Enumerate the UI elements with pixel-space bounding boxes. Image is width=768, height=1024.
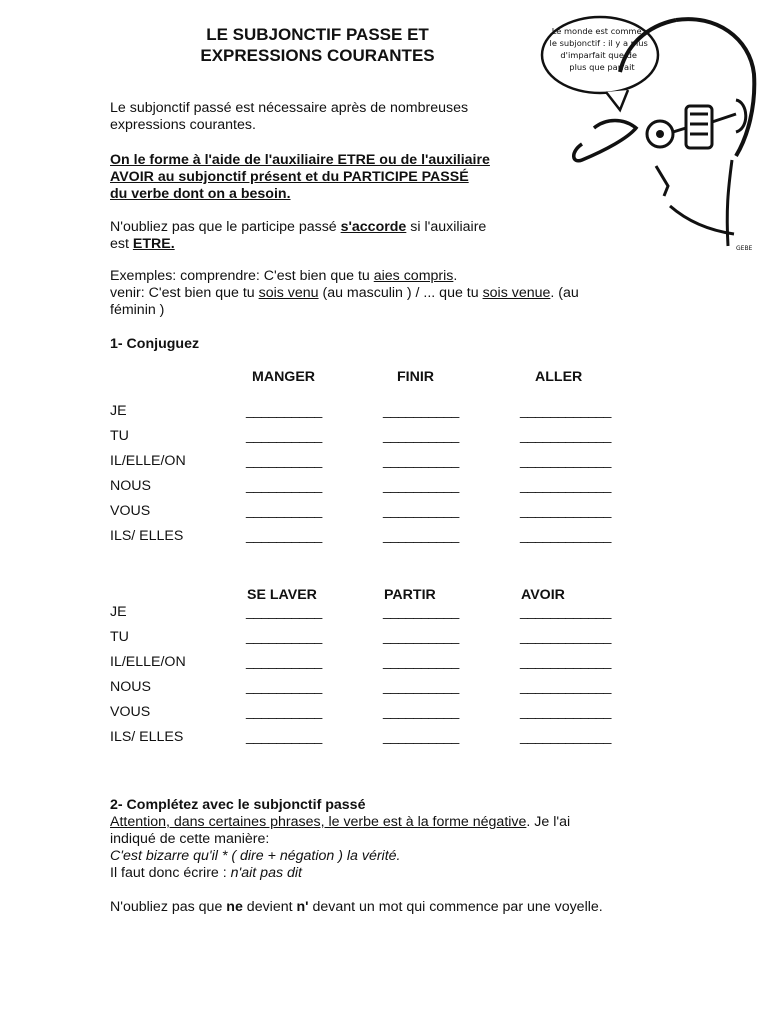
professor-cartoon-drawing (536, 10, 758, 256)
answer-blank[interactable]: __________ (246, 654, 322, 670)
verb-header-partir: PARTIR (384, 587, 436, 603)
answer-blank[interactable]: ____________ (520, 629, 612, 645)
intro-paragraph (110, 100, 468, 134)
agreement-text-end: si l'auxiliaire (406, 219, 487, 235)
answer-blank[interactable]: __________ (246, 729, 322, 745)
answer-blank[interactable]: __________ (383, 428, 459, 444)
cartoon-signature: GEBE (736, 245, 753, 252)
answer-blank[interactable]: __________ (383, 704, 459, 720)
example-1-form: aies compris (373, 268, 454, 284)
example-line-2 (110, 285, 579, 302)
answer-blank[interactable]: __________ (246, 679, 322, 695)
intro-line-2: expressions courantes. (110, 117, 256, 133)
exercise-2-note-line-2: indiqué de cette manière: (110, 831, 270, 847)
answer-blank[interactable]: __________ (246, 428, 322, 444)
pronoun-ils-elles: ILS/ ELLES (110, 729, 184, 745)
answer-blank[interactable]: __________ (383, 654, 459, 670)
pronoun-vous: VOUS (110, 704, 151, 720)
elision-text: N'oubliez pas que (110, 899, 227, 915)
pronoun-il-elle-on: IL/ELLE/ON (110, 453, 186, 469)
verb-header-aller: ALLER (535, 369, 583, 385)
example-2-masculine: sois venu (258, 285, 319, 301)
rule-line-1: On le forme à l'aide de l'auxiliaire ETRE ou de l'auxiliaire (110, 152, 490, 168)
answer-blank[interactable]: __________ (246, 478, 322, 494)
verb-header-se-laver: SE LAVER (247, 587, 317, 603)
answer-blank[interactable]: __________ (383, 453, 459, 469)
elision-n-apostrophe: n' (296, 899, 309, 915)
negative-form-warning: Attention, dans certaines phrases, le verbe est à la forme négative (110, 814, 527, 830)
example-line-3: féminin ) (110, 302, 165, 318)
agreement-text: N'oubliez pas que le participe passé (110, 219, 341, 235)
answer-blank[interactable]: __________ (383, 403, 459, 419)
agreement-keyword: s'accorde (340, 219, 407, 235)
pronoun-ils-elles: ILS/ ELLES (110, 528, 184, 544)
answer-blank[interactable]: __________ (246, 403, 322, 419)
answer-blank[interactable]: ____________ (520, 704, 612, 720)
example-2-end: . (au (550, 285, 579, 301)
title-line-1: LE SUBJONCTIF PASSE ET (206, 25, 429, 44)
answer-blank[interactable]: __________ (383, 604, 459, 620)
pronoun-je: JE (110, 403, 127, 419)
pronoun-tu: TU (110, 428, 129, 444)
agreement-line-1 (110, 219, 486, 236)
pronoun-nous: NOUS (110, 478, 151, 494)
answer-blank[interactable]: __________ (246, 503, 322, 519)
exercise-2-note-line-1 (110, 814, 570, 831)
exercise-2-heading: 2- Complétez avec le subjonctif passé (110, 797, 366, 813)
answer-blank[interactable]: ____________ (520, 528, 612, 544)
verb-header-manger: MANGER (252, 369, 316, 385)
pronoun-vous: VOUS (110, 503, 151, 519)
answer-blank[interactable]: __________ (246, 528, 322, 544)
title-line-2: EXPRESSIONS COURANTES (200, 46, 435, 65)
example-line-1 (110, 268, 579, 285)
exercise-2-answer (110, 865, 570, 882)
answer-blank[interactable]: __________ (383, 478, 459, 494)
answer-form: n'ait pas dit (230, 865, 302, 881)
example-1-text: Exemples: comprendre: C'est bien que tu (110, 268, 374, 284)
answer-blank[interactable]: ____________ (520, 604, 612, 620)
answer-blank[interactable]: ____________ (520, 428, 612, 444)
formation-rule (110, 152, 490, 203)
auxiliary-keyword: ETRE. (132, 236, 175, 252)
elision-note (110, 899, 603, 916)
answer-blank[interactable]: __________ (246, 629, 322, 645)
elision-text-end: devant un mot qui commence par une voyelle. (308, 899, 603, 915)
note-text: . Je l'ai (526, 814, 571, 830)
bubble-line-2: le subjonctif : il y a plus (549, 38, 648, 48)
elision-text-mid: devient (242, 899, 297, 915)
pronoun-il-elle-on: IL/ELLE/ON (110, 654, 186, 670)
rule-line-2: AVOIR au subjonctif présent et du PARTICIPE PASSÉ (110, 169, 469, 185)
agreement-note (110, 219, 486, 253)
exercise-2-example: C'est bizarre qu'il * ( dire + négation ) la vérité. (110, 848, 401, 864)
bubble-line-1: Le monde est comme (551, 26, 642, 36)
cartoon-illustration (536, 10, 758, 261)
examples (110, 268, 579, 319)
answer-blank[interactable]: __________ (246, 704, 322, 720)
answer-blank[interactable]: __________ (246, 453, 322, 469)
exercise-2 (110, 797, 570, 882)
answer-blank[interactable]: __________ (246, 604, 322, 620)
answer-blank[interactable]: ____________ (520, 478, 612, 494)
example-2-mid: (au masculin ) / ... que tu (318, 285, 483, 301)
answer-blank[interactable]: ____________ (520, 453, 612, 469)
answer-blank[interactable]: __________ (383, 729, 459, 745)
answer-intro: Il faut donc écrire : (110, 865, 231, 881)
answer-blank[interactable]: ____________ (520, 403, 612, 419)
verb-header-finir: FINIR (397, 369, 435, 385)
example-1-end: . (453, 268, 458, 284)
exercise-1-heading: 1- Conjuguez (110, 336, 200, 352)
answer-blank[interactable]: __________ (383, 629, 459, 645)
page-title (150, 24, 485, 66)
answer-blank[interactable]: ____________ (520, 503, 612, 519)
agreement-text-2: est (110, 236, 133, 252)
intro-line-1: Le subjonctif passé est nécessaire après de nombreuses (110, 100, 469, 116)
answer-blank[interactable]: ____________ (520, 729, 612, 745)
elision-ne: ne (226, 899, 243, 915)
answer-blank[interactable]: __________ (383, 679, 459, 695)
verb-header-avoir: AVOIR (521, 587, 565, 603)
example-2-text: venir: C'est bien que tu (110, 285, 259, 301)
agreement-line-2 (110, 236, 486, 253)
answer-blank[interactable]: ____________ (520, 679, 612, 695)
example-2-feminine: sois venue (482, 285, 551, 301)
pronoun-je: JE (110, 604, 127, 620)
answer-blank[interactable]: __________ (383, 528, 459, 544)
answer-blank[interactable]: __________ (383, 503, 459, 519)
bubble-line-4: plus que parfait (569, 62, 635, 72)
pronoun-nous: NOUS (110, 679, 151, 695)
answer-blank[interactable]: ____________ (520, 654, 612, 670)
pronoun-tu: TU (110, 629, 129, 645)
bubble-line-3: d'imparfait que de (560, 50, 637, 60)
rule-line-3: du verbe dont on a besoin. (110, 186, 291, 202)
